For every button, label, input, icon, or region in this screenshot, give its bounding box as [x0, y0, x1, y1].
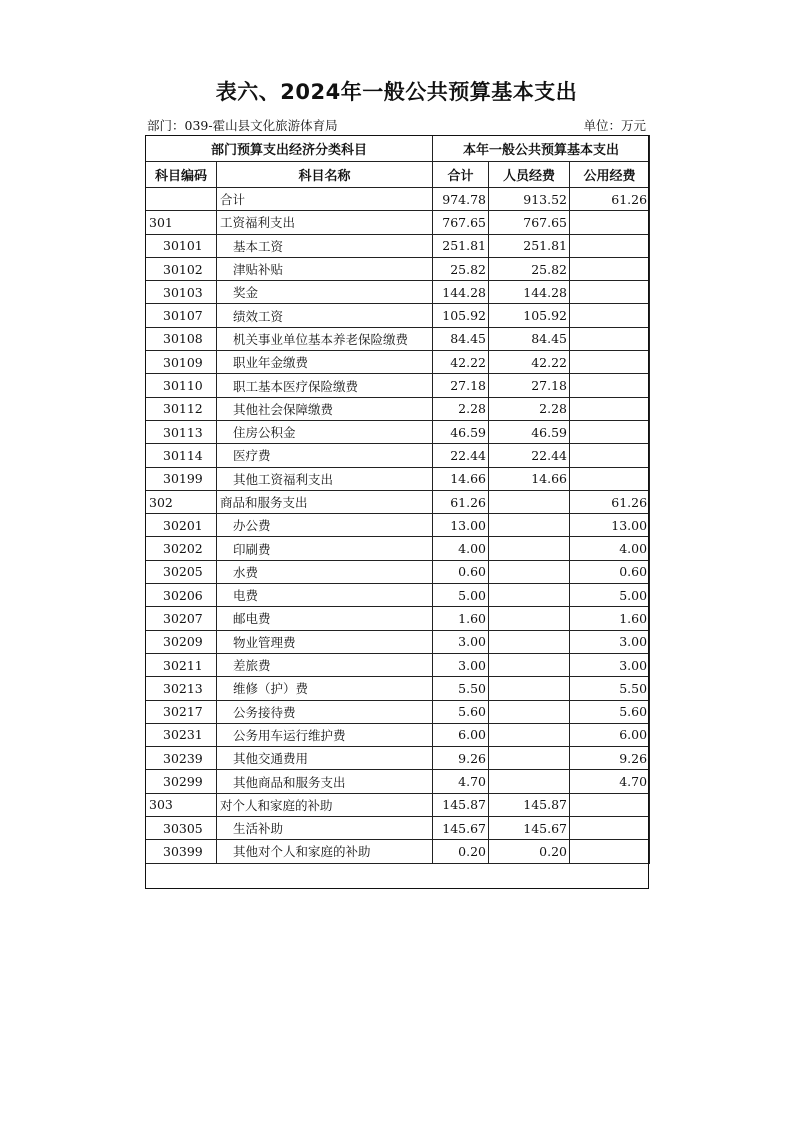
name-cell: 医疗费	[217, 444, 433, 467]
public-cell	[570, 351, 650, 374]
code-cell: 30101	[146, 234, 217, 257]
table-row	[146, 304, 650, 327]
total-cell: 767.65	[433, 211, 489, 234]
personnel-cell: 144.28	[489, 281, 570, 304]
total-cell: 3.00	[433, 630, 489, 653]
name-cell: 公务接待费	[217, 700, 433, 723]
code-cell: 30202	[146, 537, 217, 560]
code-cell: 30231	[146, 723, 217, 746]
table-row	[146, 490, 650, 513]
budget-table	[145, 135, 650, 864]
public-cell: 6.00	[570, 723, 650, 746]
public-cell: 1.60	[570, 607, 650, 630]
header-personnel: 人员经费	[489, 162, 570, 188]
name-cell: 职工基本医疗保险缴费	[217, 374, 433, 397]
code-cell: 30399	[146, 840, 217, 863]
table-row	[146, 747, 650, 770]
public-cell: 9.26	[570, 747, 650, 770]
table-row	[146, 793, 650, 816]
name-cell: 住房公积金	[217, 420, 433, 443]
public-cell	[570, 234, 650, 257]
code-cell: 30299	[146, 770, 217, 793]
total-cell: 974.78	[433, 188, 489, 211]
public-cell	[570, 304, 650, 327]
name-cell: 维修（护）费	[217, 677, 433, 700]
name-cell: 办公费	[217, 514, 433, 537]
personnel-cell: 913.52	[489, 188, 570, 211]
personnel-cell: 251.81	[489, 234, 570, 257]
total-cell: 84.45	[433, 327, 489, 350]
personnel-cell	[489, 700, 570, 723]
public-cell: 5.60	[570, 700, 650, 723]
personnel-cell	[489, 584, 570, 607]
name-cell: 其他商品和服务支出	[217, 770, 433, 793]
table-body	[146, 188, 650, 864]
public-cell	[570, 420, 650, 443]
table-row	[146, 444, 650, 467]
personnel-cell: 14.66	[489, 467, 570, 490]
total-cell: 5.50	[433, 677, 489, 700]
total-cell: 6.00	[433, 723, 489, 746]
total-cell: 13.00	[433, 514, 489, 537]
table-row	[146, 817, 650, 840]
code-cell: 30207	[146, 607, 217, 630]
table-row	[146, 677, 650, 700]
public-cell	[570, 467, 650, 490]
total-cell: 0.60	[433, 560, 489, 583]
personnel-cell: 46.59	[489, 420, 570, 443]
name-cell: 合计	[217, 188, 433, 211]
personnel-cell	[489, 560, 570, 583]
name-cell: 奖金	[217, 281, 433, 304]
code-cell: 30211	[146, 653, 217, 676]
code-cell: 303	[146, 793, 217, 816]
table-row	[146, 351, 650, 374]
total-cell: 5.60	[433, 700, 489, 723]
table-row	[146, 770, 650, 793]
total-cell: 1.60	[433, 607, 489, 630]
name-cell: 商品和服务支出	[217, 490, 433, 513]
total-cell: 46.59	[433, 420, 489, 443]
name-cell: 公务用车运行维护费	[217, 723, 433, 746]
public-cell: 3.00	[570, 653, 650, 676]
unit-label: 单位：万元	[583, 118, 646, 133]
personnel-cell: 42.22	[489, 351, 570, 374]
code-cell: 30201	[146, 514, 217, 537]
name-cell: 机关事业单位基本养老保险缴费	[217, 327, 433, 350]
code-cell: 30305	[146, 817, 217, 840]
personnel-cell: 0.20	[489, 840, 570, 863]
name-cell: 工资福利支出	[217, 211, 433, 234]
header-group-expenditure: 本年一般公共预算基本支出	[433, 136, 650, 162]
public-cell: 61.26	[570, 188, 650, 211]
name-cell: 印刷费	[217, 537, 433, 560]
total-cell: 2.28	[433, 397, 489, 420]
public-cell	[570, 444, 650, 467]
name-cell: 基本工资	[217, 234, 433, 257]
public-cell	[570, 327, 650, 350]
public-cell	[570, 840, 650, 863]
name-cell: 生活补助	[217, 817, 433, 840]
public-cell	[570, 397, 650, 420]
name-cell: 其他工资福利支出	[217, 467, 433, 490]
code-cell: 30209	[146, 630, 217, 653]
total-cell: 4.70	[433, 770, 489, 793]
total-cell: 22.44	[433, 444, 489, 467]
table-row	[146, 537, 650, 560]
total-cell: 145.87	[433, 793, 489, 816]
name-cell: 邮电费	[217, 607, 433, 630]
public-cell	[570, 281, 650, 304]
table-row	[146, 700, 650, 723]
table-row	[146, 584, 650, 607]
personnel-cell	[489, 514, 570, 537]
personnel-cell: 25.82	[489, 257, 570, 280]
personnel-cell: 767.65	[489, 211, 570, 234]
personnel-cell	[489, 677, 570, 700]
name-cell: 差旅费	[217, 653, 433, 676]
code-cell: 30217	[146, 700, 217, 723]
public-cell: 61.26	[570, 490, 650, 513]
total-cell: 61.26	[433, 490, 489, 513]
table-row	[146, 234, 650, 257]
total-cell: 9.26	[433, 747, 489, 770]
personnel-cell	[489, 770, 570, 793]
personnel-cell: 2.28	[489, 397, 570, 420]
public-cell	[570, 257, 650, 280]
header-total: 合计	[433, 162, 489, 188]
name-cell: 其他社会保障缴费	[217, 397, 433, 420]
code-cell: 30108	[146, 327, 217, 350]
table-row	[146, 397, 650, 420]
public-cell: 5.50	[570, 677, 650, 700]
personnel-cell	[489, 747, 570, 770]
total-cell: 3.00	[433, 653, 489, 676]
table-row	[146, 607, 650, 630]
public-cell: 3.00	[570, 630, 650, 653]
total-cell: 0.20	[433, 840, 489, 863]
table-row	[146, 653, 650, 676]
personnel-cell	[489, 723, 570, 746]
table-row	[146, 840, 650, 863]
name-cell: 津贴补贴	[217, 257, 433, 280]
name-cell: 水费	[217, 560, 433, 583]
total-cell: 105.92	[433, 304, 489, 327]
header-name: 科目名称	[217, 162, 433, 188]
header-public: 公用经费	[570, 162, 650, 188]
total-cell: 14.66	[433, 467, 489, 490]
table-row	[146, 327, 650, 350]
personnel-cell	[489, 537, 570, 560]
table-row	[146, 188, 650, 211]
public-cell	[570, 374, 650, 397]
code-cell: 30102	[146, 257, 217, 280]
page-title: 表六、2024年一般公共预算基本支出	[215, 80, 578, 104]
name-cell: 绩效工资	[217, 304, 433, 327]
code-cell: 301	[146, 211, 217, 234]
code-cell: 30213	[146, 677, 217, 700]
code-cell: 30107	[146, 304, 217, 327]
code-cell: 30109	[146, 351, 217, 374]
table-row	[146, 281, 650, 304]
table-row	[146, 257, 650, 280]
name-cell: 其他交通费用	[217, 747, 433, 770]
total-cell: 42.22	[433, 351, 489, 374]
code-cell: 30110	[146, 374, 217, 397]
public-cell	[570, 211, 650, 234]
total-cell: 5.00	[433, 584, 489, 607]
code-cell: 30113	[146, 420, 217, 443]
total-cell: 251.81	[433, 234, 489, 257]
table-row	[146, 630, 650, 653]
personnel-cell: 22.44	[489, 444, 570, 467]
table-row	[146, 467, 650, 490]
name-cell: 电费	[217, 584, 433, 607]
personnel-cell	[489, 607, 570, 630]
table-row	[146, 211, 650, 234]
personnel-cell	[489, 653, 570, 676]
personnel-cell: 145.67	[489, 817, 570, 840]
table-row	[146, 560, 650, 583]
table-row	[146, 514, 650, 537]
total-cell: 4.00	[433, 537, 489, 560]
table-row	[146, 723, 650, 746]
code-cell: 302	[146, 490, 217, 513]
table-row	[146, 374, 650, 397]
name-cell: 职业年金缴费	[217, 351, 433, 374]
personnel-cell: 27.18	[489, 374, 570, 397]
public-cell: 4.70	[570, 770, 650, 793]
header-code: 科目编码	[146, 162, 217, 188]
total-cell: 25.82	[433, 257, 489, 280]
department-label: 部门：039-霍山县文化旅游体育局	[147, 118, 338, 133]
code-cell: 30112	[146, 397, 217, 420]
name-cell: 物业管理费	[217, 630, 433, 653]
public-cell: 13.00	[570, 514, 650, 537]
code-cell: 30206	[146, 584, 217, 607]
name-cell: 其他对个人和家庭的补助	[217, 840, 433, 863]
personnel-cell: 105.92	[489, 304, 570, 327]
public-cell	[570, 817, 650, 840]
total-cell: 27.18	[433, 374, 489, 397]
code-cell: 30239	[146, 747, 217, 770]
code-cell	[146, 188, 217, 211]
public-cell: 5.00	[570, 584, 650, 607]
table-row	[146, 420, 650, 443]
public-cell	[570, 793, 650, 816]
code-cell: 30205	[146, 560, 217, 583]
code-cell: 30114	[146, 444, 217, 467]
header-group-classification: 部门预算支出经济分类科目	[146, 136, 433, 162]
public-cell: 0.60	[570, 560, 650, 583]
code-cell: 30103	[146, 281, 217, 304]
total-cell: 145.67	[433, 817, 489, 840]
name-cell: 对个人和家庭的补助	[217, 793, 433, 816]
table-header	[146, 136, 650, 188]
public-cell: 4.00	[570, 537, 650, 560]
total-cell: 144.28	[433, 281, 489, 304]
personnel-cell	[489, 490, 570, 513]
personnel-cell: 84.45	[489, 327, 570, 350]
code-cell: 30199	[146, 467, 217, 490]
personnel-cell: 145.87	[489, 793, 570, 816]
personnel-cell	[489, 630, 570, 653]
